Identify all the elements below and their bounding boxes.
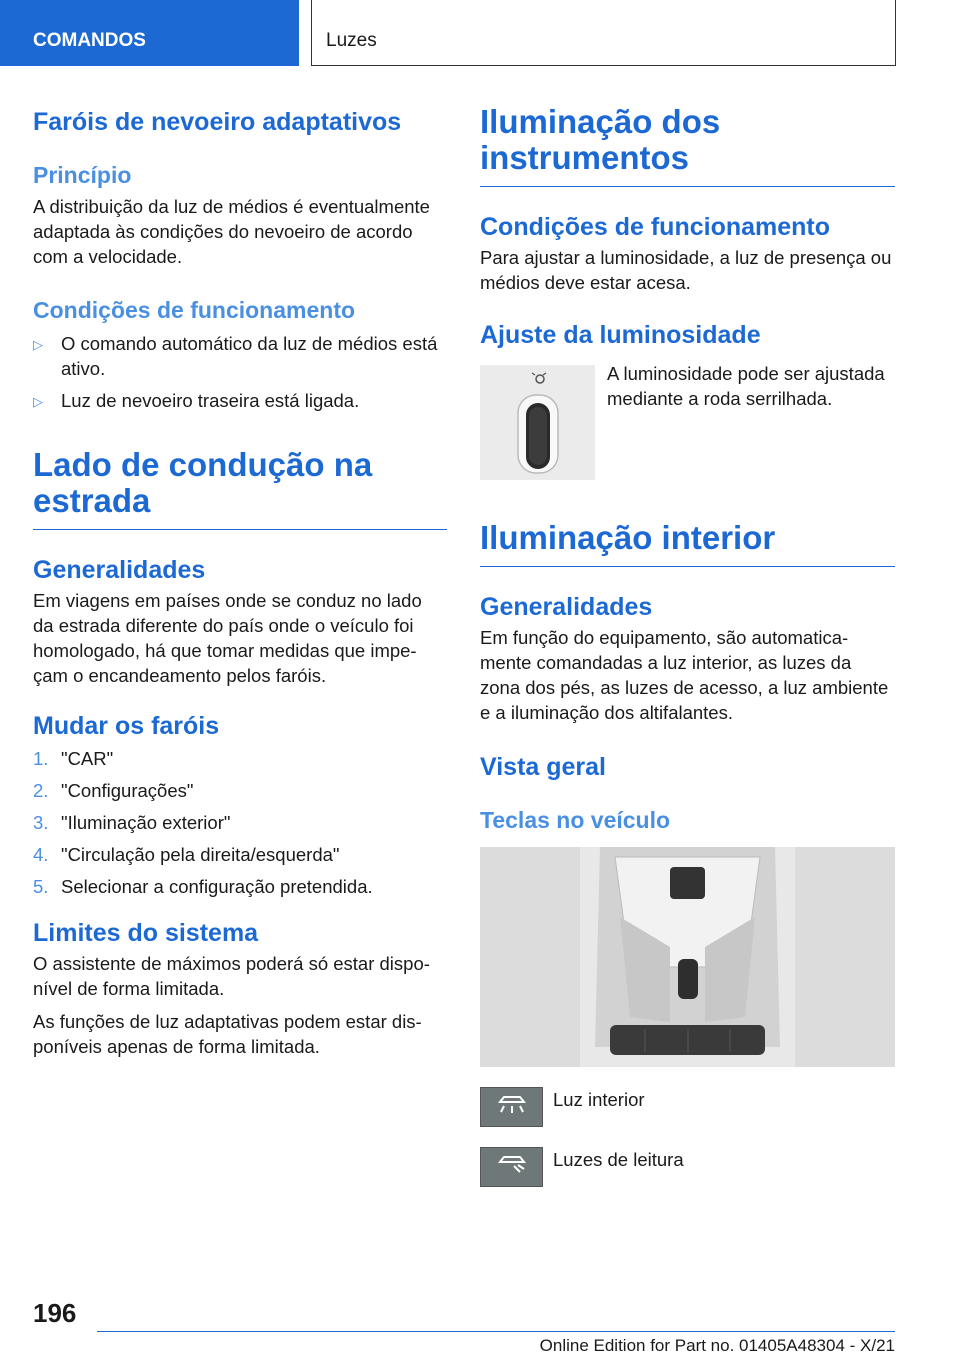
page-number: 196 bbox=[33, 1298, 77, 1328]
interior-general-heading: Generalidades bbox=[480, 593, 653, 621]
list-item: 1. "CAR" bbox=[33, 748, 114, 769]
left-column bbox=[33, 100, 447, 1059]
general-heading: Generalidades bbox=[33, 556, 206, 584]
section-tab: COMANDOS bbox=[0, 0, 299, 66]
conditions-list bbox=[33, 331, 447, 413]
list-item: ▷ O comando automático da luz de médios está ativo. bbox=[33, 333, 438, 379]
brightness-block bbox=[480, 365, 895, 480]
principle-heading: Princípio bbox=[33, 162, 132, 188]
edition-text: Online Edition for Part no. 01405A48304 - X/21 bbox=[539, 1336, 895, 1355]
chapter-tab: Luzes bbox=[311, 0, 896, 66]
principle-text: A distribuição da luz de médios é eventualmente adaptada às condições do nevoeiro de acordo com a velocidade. bbox=[33, 196, 430, 267]
roof-console-image bbox=[480, 847, 895, 1067]
footer-divider bbox=[97, 1331, 895, 1332]
interior-light-icon bbox=[480, 1087, 543, 1127]
instr-conditions-heading: Condições de funcionamento bbox=[480, 213, 831, 241]
legend-row-reading-light bbox=[480, 1147, 895, 1187]
triangle-bullet-icon: ▷ bbox=[33, 394, 43, 409]
legend-row-interior-light bbox=[480, 1087, 895, 1127]
triangle-bullet-icon: ▷ bbox=[33, 337, 43, 352]
overview-heading: Vista geral bbox=[480, 753, 607, 781]
interior-general-text: Em função do equipamento, são automatica- mente comandadas a luz interior, as luzes da zona dos pés, as luzes de acesso, a luz ambiente e a iluminação dos altifalantes. bbox=[480, 627, 889, 723]
roof-console-icon bbox=[480, 847, 895, 1067]
brightness-text: A luminosidade pode ser ajustada mediante a roda serrilhada. bbox=[607, 363, 885, 409]
legend-label: Luzes de leitura bbox=[553, 1149, 684, 1170]
conditions-heading: Condições de funcionamento bbox=[33, 297, 356, 323]
system-limits-heading: Limites do sistema bbox=[33, 919, 259, 947]
list-item: 3. "Iluminação exterior" bbox=[33, 812, 231, 833]
list-item: 5. Selecionar a configuração pretendida. bbox=[33, 876, 373, 897]
thumbwheel-image bbox=[480, 365, 595, 480]
list-item: 2. "Configurações" bbox=[33, 780, 194, 801]
change-headlights-heading: Mudar os faróis bbox=[33, 712, 220, 740]
interior-lighting-heading: Iluminação interior bbox=[480, 520, 895, 567]
steps-list bbox=[33, 746, 447, 899]
limits-text-1: O assistente de máximos poderá só estar dispo- nível de forma limitada. bbox=[33, 953, 430, 999]
thumbwheel-icon bbox=[480, 365, 595, 480]
list-item: ▷ Luz de nevoeiro traseira está ligada. bbox=[33, 388, 447, 413]
instrument-lighting-heading: Iluminação dos instrumentos bbox=[480, 104, 895, 187]
reading-light-icon bbox=[480, 1147, 543, 1187]
general-text: Em viagens em países onde se conduz no lado da estrada diferente do país onde o veículo foi homologado, há que tomar medidas que impe- çam o encandeamento pelos faróis. bbox=[33, 590, 422, 686]
page-header bbox=[0, 0, 960, 66]
buttons-heading: Teclas no veículo bbox=[480, 807, 671, 833]
list-item: 4. "Circulação pela direita/esquerda" bbox=[33, 844, 340, 865]
fog-lights-heading: Faróis de nevoeiro adaptativos bbox=[33, 108, 402, 136]
right-column bbox=[480, 100, 895, 1187]
instr-conditions-text: Para ajustar a luminosidade, a luz de presença ou médios deve estar acesa. bbox=[480, 247, 892, 293]
limits-text-2: As funções de luz adaptativas podem estar dis- poníveis apenas de forma limitada. bbox=[33, 1011, 422, 1057]
side-of-road-heading: Lado de condução na estrada bbox=[33, 447, 447, 530]
legend-label: Luz interior bbox=[553, 1089, 645, 1110]
brightness-heading: Ajuste da luminosidade bbox=[480, 321, 761, 349]
